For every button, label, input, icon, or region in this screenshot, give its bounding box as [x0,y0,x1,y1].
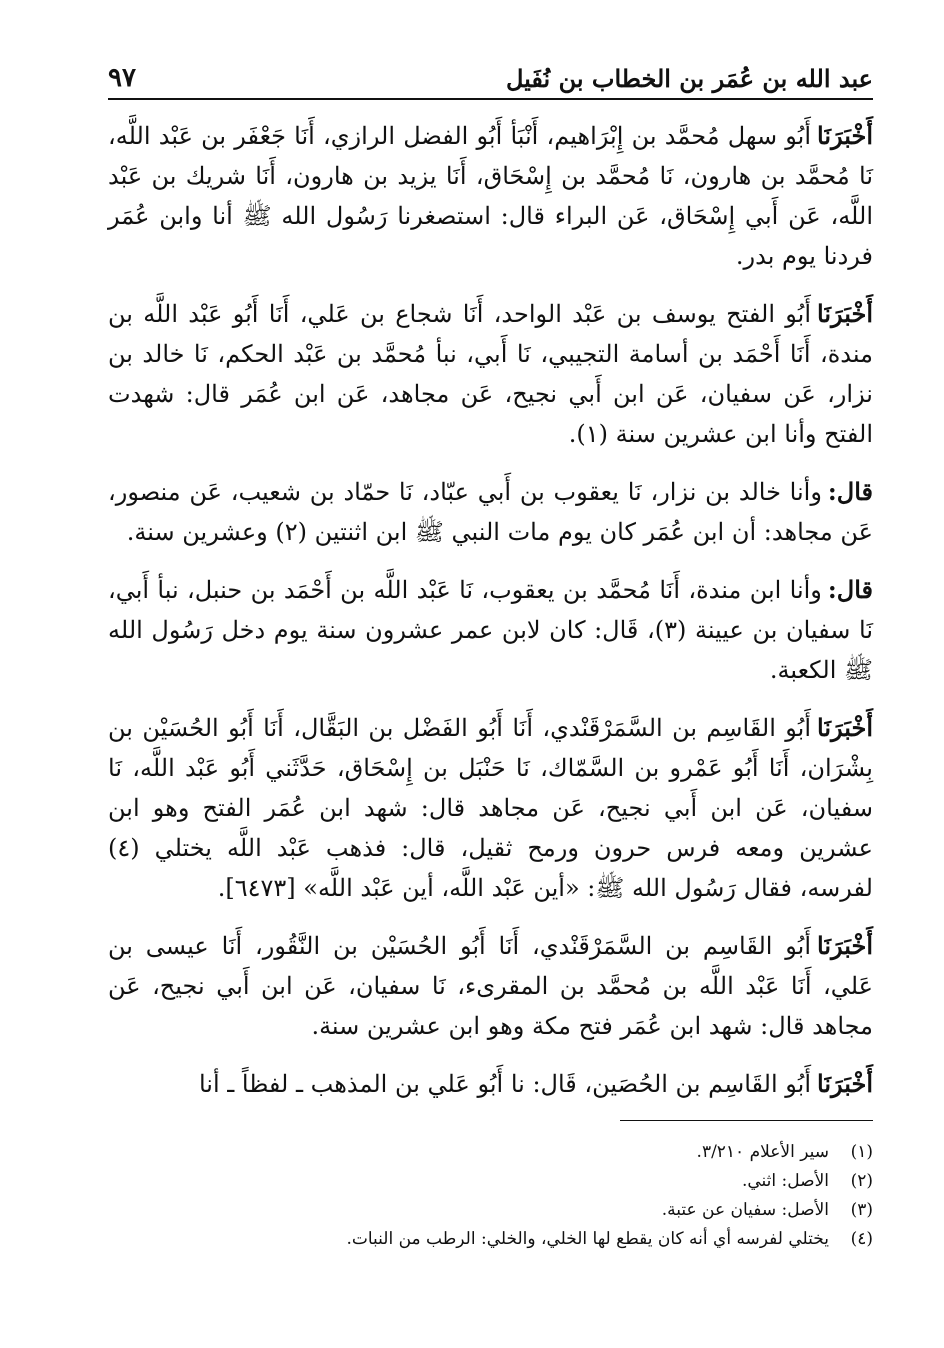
footnote-text: يختلي لفرسه أي أنه كان يقطع لها الخلي، والخلي: الرطب من النبات. [346,1229,829,1249]
paragraph-text: أَبُو القَاسِم بن الحُصَين، قَال: نا أَبُو عَلي بن المذهب ـ لفظاً ـ أنا [198,1070,812,1098]
footnote [108,1138,873,1167]
footnote-text: الأصل: سفيان عن عتبة. [661,1200,829,1220]
footnote-number: (٤) [850,1229,873,1249]
paragraph-lead: أَخْبَرَنَا [817,931,873,960]
footnote-number: (١) [850,1142,873,1162]
paragraph-text: وأنا خالد بن نزار، نَا يعقوب بن أَبي عبّاد، نَا حمّاد بن شعيب، عَن منصور، عَن مجاهد: أن ابن عُمَر كان يوم مات النبي ﷺ ابن اثنتين (٢) وعشرين سنة. [108,478,873,546]
main-text [108,116,873,1122]
footnote-text: سير الأعلام ٣/٢١٠. [696,1142,829,1162]
footnote-number: (٣) [850,1200,873,1220]
paragraph-lead: أَخْبَرَنَا [817,713,873,742]
paragraph-text: أَبُو سهل مُحمَّد بن إِبْرَاهيم، أَنْبَأ أَبُو الفضل الرازي، أَنَا جَعْفَر بن عَبْد اللَّه، نَا مُحمَّد بن هارون، نَا مُحمَّد بن إِسْحَاق، أَنَا يزيد بن هارون، أَنَا شريك بن عَبْد اللَّه، عَن أَبي إِسْحَاق، عَن البراء قال: استصغرنا رَسُول الله ﷺ أنا وابن عُمَر فردنا يوم بدر. [108,122,874,270]
footnote [108,1196,873,1225]
footnote-divider [620,1120,873,1121]
paragraph [108,926,873,1046]
paragraph-text: وأنا ابن مندة، أَنَا مُحمَّد بن يعقوب، نَا عَبْد اللَّه بن أَحْمَد بن حنبل، نبأ أَبي، نَا سفيان بن عيينة (٣)، قَال: كان لابن عمر عشرون سنة يوم دخل رَسُول الله ﷺ الكعبة. [108,576,873,684]
paragraph-lead: قال: [827,575,873,604]
page-number: ٩٧ [108,63,136,93]
paragraph-lead: أَخْبَرَنَا [817,1069,873,1098]
paragraph-lead: أَخْبَرَنَا [817,299,873,328]
footnote [108,1225,873,1254]
paragraph [108,116,873,276]
footnote-number: (٢) [850,1171,873,1191]
footnote-text: الأصل: اثني. [741,1171,829,1191]
paragraph [108,472,873,552]
paragraph-text: أَبُو القَاسِم بن السَّمَرْقَنْدي، أَنَا أَبُو الحُسَيْن بن النَّقُور، أَنَا عيسى بن عَلي، أَنَا عَبْد اللَّه بن مُحمَّد بن المقرىء، نَا سفيان، عَن ابن أَبي نجيح، عَن مجاهد قال: شهد ابن عُمَر فتح مكة وهو ابن عشرين سنة. [108,932,873,1040]
paragraph [108,570,873,690]
paragraph [108,708,873,908]
page-header [108,58,873,100]
paragraph [108,1064,873,1104]
paragraph [108,294,873,454]
paragraph-text: أَبُو القَاسِم بن السَّمَرْقَنْدي، أَنَا أَبُو الفَضْل بن البَقَّال، أَنَا أَبُو الحُسَيْن بن بِشْرَان، أَنَا أَبُو عَمْرو بن السَّمّاك، نَا حَنْبَل بن إِسْحَاق، حَدَّثَني أَبُو عَبْد اللَّه، نَا سفيان، عَن ابن أَبي نجيح، عَن مجاهد قال: شهد ابن عُمَر الفتح وهو ابن عشرين ومعه فرس حرون ورمح ثقيل، قال: فذهب عَبْد اللَّه يختلي (٤) لفرسه، فقال رَسُول الله ﷺ: «أين عَبْد اللَّه، أين عَبْد اللَّه» [٦٤٧٣]. [108,714,873,902]
paragraph-lead: قال: [827,477,874,506]
running-title: عبد الله بن عُمَر بن الخطاب بن نُفَيل [505,63,873,93]
paragraph-lead: أَخْبَرَنَا [817,121,873,150]
footnote [108,1167,873,1196]
footnotes [108,1138,873,1254]
paragraph-text: أَبُو الفتح يوسف بن عَبْد الواحد، أَنَا شجاع بن عَلي، أَنَا أَبُو عَبْد اللَّه بن مندة، أَنَا أَحْمَد بن أسامة التجيبي، نَا أَبي، نبأ مُحمَّد بن عَبْد الحكم، نَا خالد بن نزار، عَن سفيان، عَن ابن أَبي نجيح، عَن مجاهد، عَن ابن عُمَر قال: شهدت الفتح وأنا ابن عشرين سنة (١). [108,300,873,448]
